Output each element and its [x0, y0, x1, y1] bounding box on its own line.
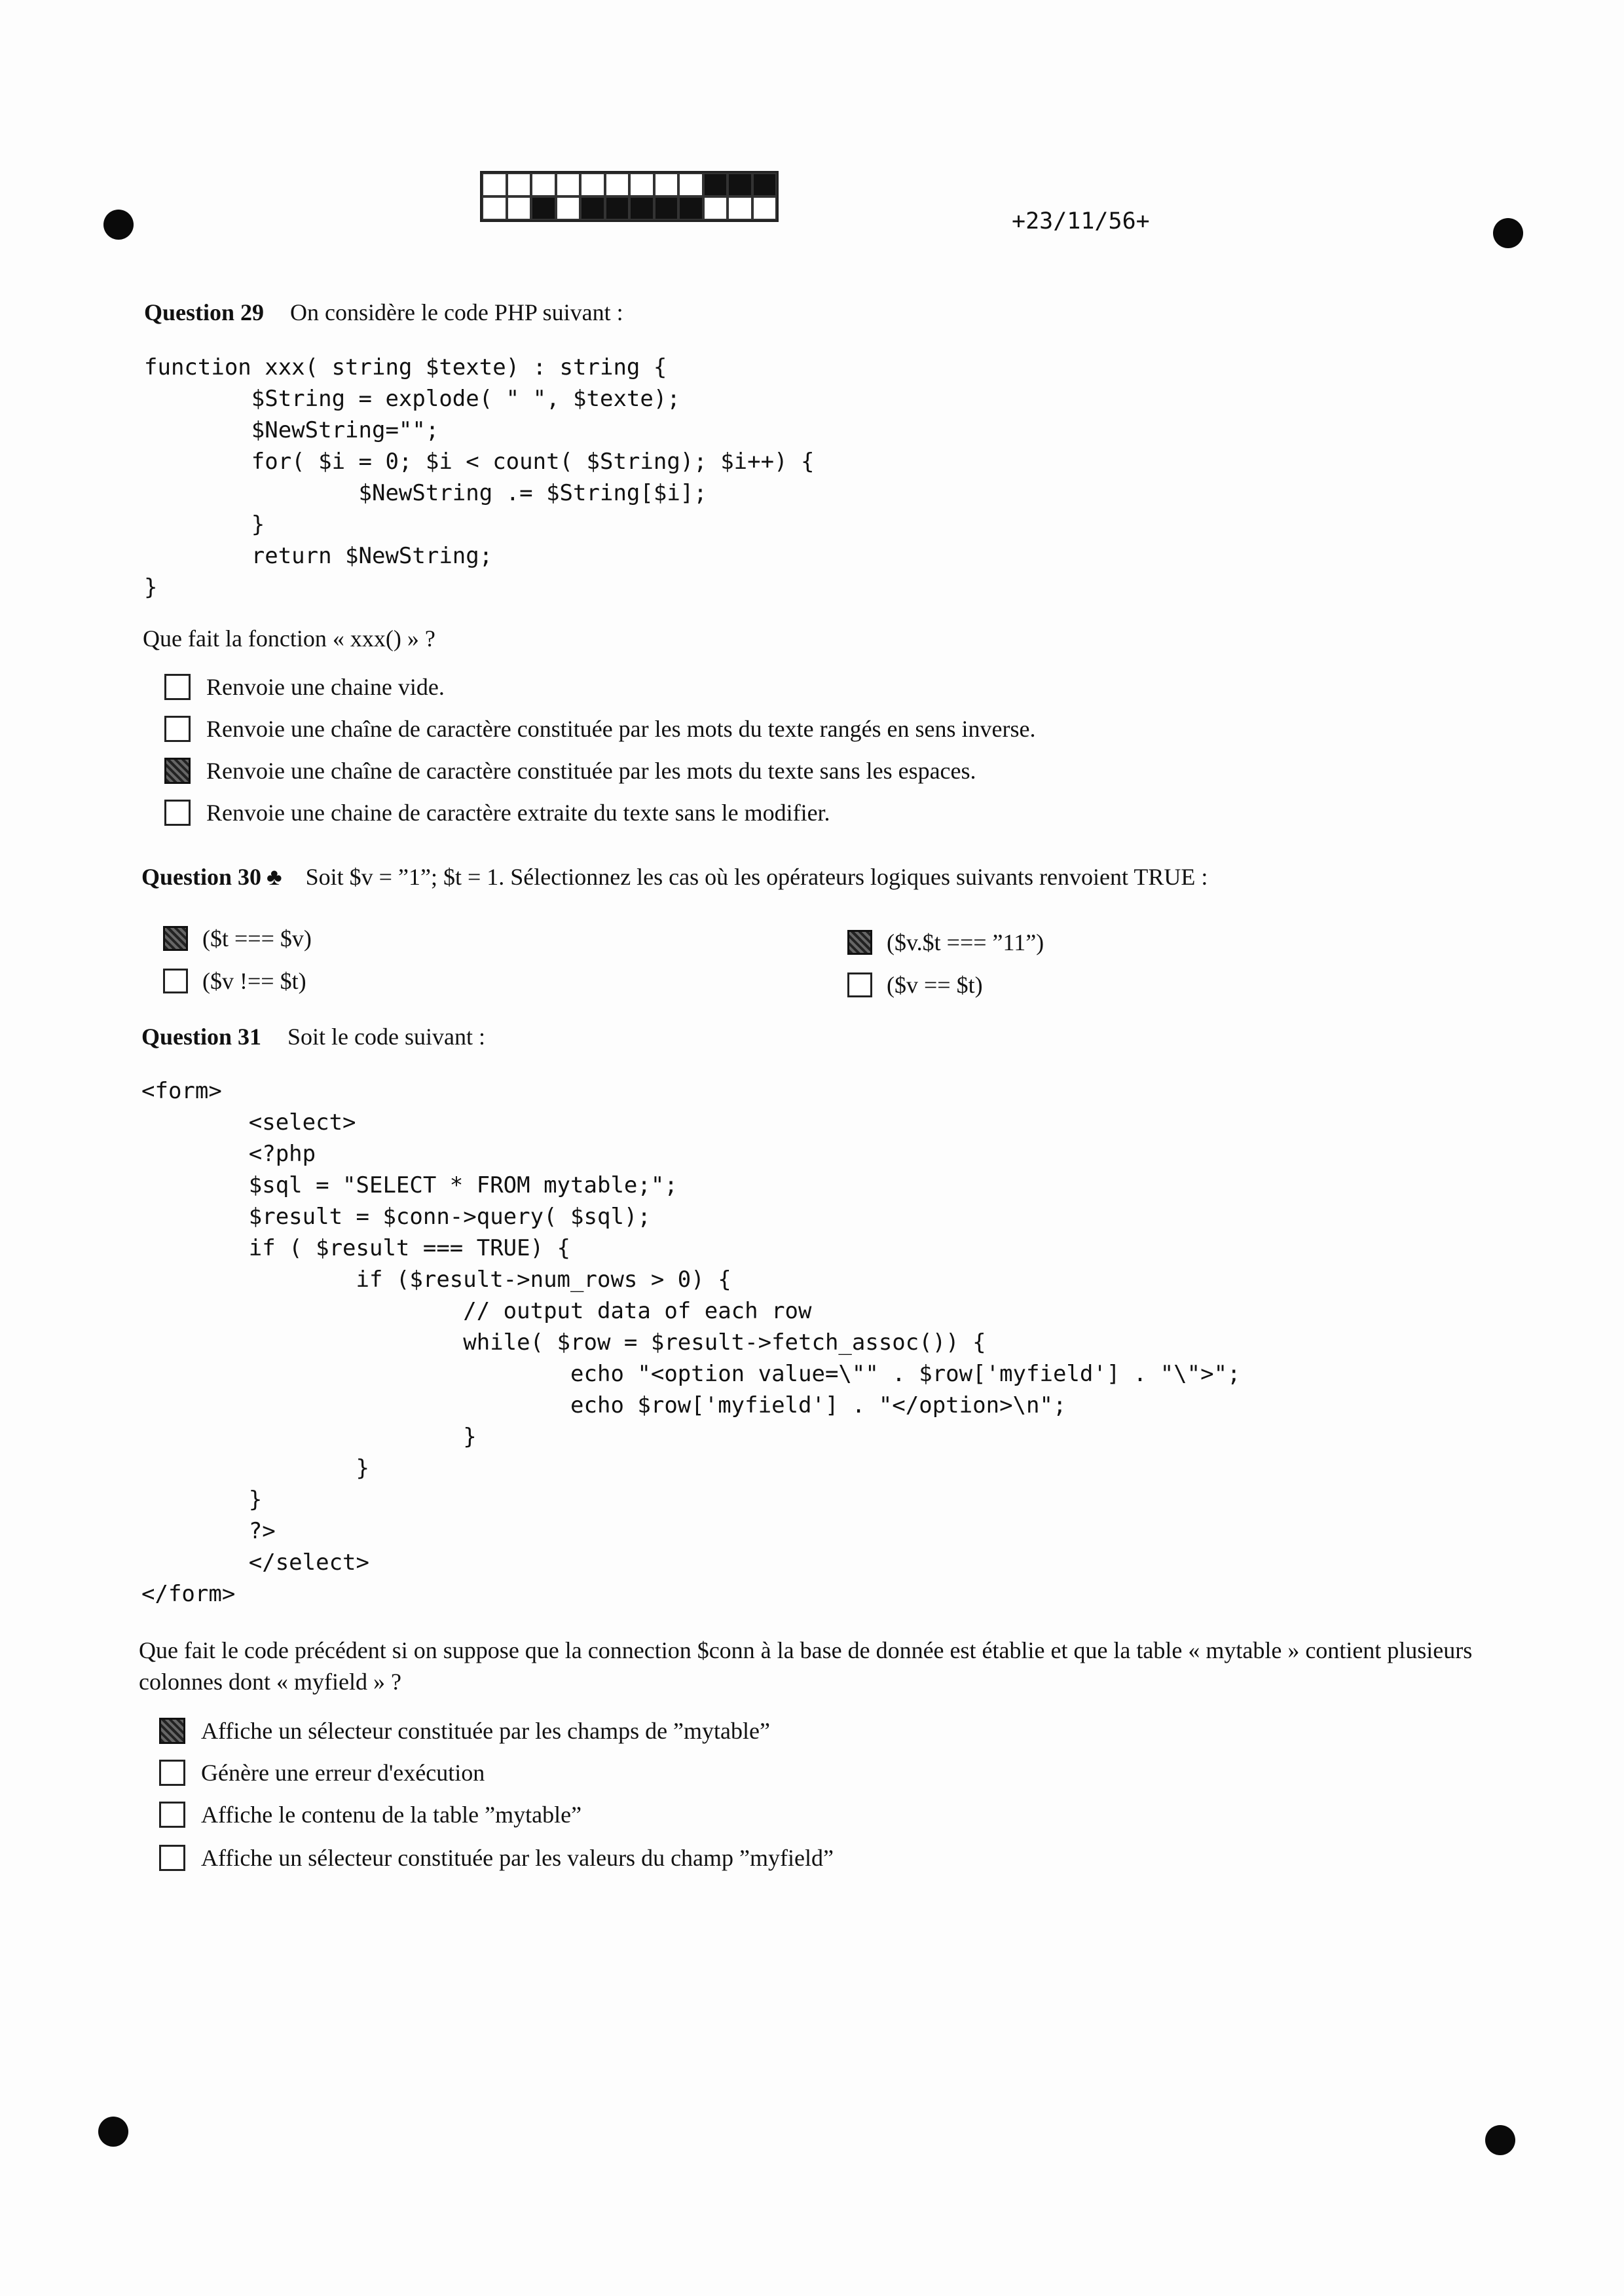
option-label: Affiche un sélecteur constituée par les champs de ”mytable”: [201, 1718, 770, 1744]
question-30-intro: Soit $v = ”1”; $t = 1. Sélectionnez les cas où les opérateurs logiques suivants renvoient TRUE :: [305, 864, 1208, 890]
question-29-prompt: Que fait la fonction « xxx() » ?: [143, 625, 435, 652]
question-31-number: Question 31: [141, 1024, 262, 1050]
checkbox-checked[interactable]: [163, 926, 188, 951]
checkbox[interactable]: [163, 969, 188, 993]
checkbox-checked[interactable]: [159, 1718, 185, 1744]
question-29-option-2[interactable]: [164, 715, 1036, 743]
option-label: Affiche le contenu de la table ”mytable”: [201, 1802, 582, 1828]
checkbox[interactable]: [847, 972, 872, 997]
registration-mark-bottom-left: [98, 2117, 128, 2147]
question-31-prompt: Que fait le code précédent si on suppose que la connection $conn à la base de donnée est établie et que la table « mytable » contient plusieurs colonnes dont « myfield » ?: [139, 1637, 1473, 1695]
option-label: Génère une erreur d'exécution: [201, 1760, 485, 1786]
checkbox[interactable]: [164, 800, 191, 826]
question-30-option-1[interactable]: [163, 925, 312, 952]
question-29-option-1[interactable]: [164, 673, 445, 701]
checkbox-checked[interactable]: [847, 930, 872, 955]
option-label: ($t === $v): [202, 925, 312, 952]
question-29-intro: On considère le code PHP suivant :: [290, 299, 623, 325]
option-label: ($v == $t): [887, 972, 983, 998]
question-29-number: Question 29: [144, 299, 265, 325]
question-31-option-2[interactable]: [159, 1759, 485, 1787]
registration-mark-top-left: [103, 210, 134, 240]
option-label: Affiche un sélecteur constituée par les valeurs du champ ”myfield”: [201, 1845, 834, 1871]
option-label: Renvoie une chaîne de caractère constituée par les mots du texte rangés en sens inverse.: [206, 716, 1036, 742]
question-29-option-3[interactable]: [164, 757, 976, 785]
question-30-number: Question 30: [141, 864, 262, 890]
question-31-option-1[interactable]: [159, 1717, 770, 1745]
option-label: ($v !== $t): [202, 968, 306, 994]
checkbox[interactable]: [159, 1845, 185, 1871]
option-label: Renvoie une chaine vide.: [206, 674, 445, 700]
question-31-intro: Soit le code suivant :: [287, 1024, 485, 1050]
checkbox[interactable]: [164, 716, 191, 742]
club-icon: ♣: [267, 864, 282, 890]
question-30-option-3[interactable]: [847, 929, 1044, 956]
option-label: Renvoie une chaîne de caractère constituée par les mots du texte sans les espaces.: [206, 758, 976, 784]
question-29-code: function xxx( string $texte) : string { $String = explode( " ", $texte); $NewString=""; for( $i = 0; $i < count( $String); $i++) { $NewString .= $String[$i]; } return $NewString; }: [144, 354, 815, 601]
question-29-header: [144, 299, 623, 326]
question-31-option-4[interactable]: [159, 1844, 834, 1872]
option-label: Renvoie une chaine de caractère extraite du texte sans le modifier.: [206, 800, 830, 826]
question-31-header: [141, 1023, 485, 1050]
checkbox[interactable]: [159, 1760, 185, 1786]
question-30-option-4[interactable]: [847, 971, 983, 999]
checkbox[interactable]: [164, 674, 191, 700]
question-31-code: <form> <select> <?php $sql = "SELECT * FROM mytable;"; $result = $conn->query( $sql); if ( $result === TRUE) { if ($result->num_rows > 0) { // output data of each row while( $row = $result->fetch_assoc()) { echo "<option value=\"" . $row['myfield'] . "\">"; echo $row['myfield'] . "</option>\n"; } } } ?> </select> </form>: [141, 1078, 1241, 1607]
question-29-option-4[interactable]: [164, 799, 830, 826]
page-id-barcode: [480, 171, 779, 222]
option-label: ($v.$t === ”11”): [887, 929, 1044, 955]
copy-id: +23/11/56+: [1012, 208, 1150, 234]
checkbox-checked[interactable]: [164, 758, 191, 784]
checkbox[interactable]: [159, 1802, 185, 1828]
question-30-option-2[interactable]: [163, 967, 306, 995]
question-30-header: [141, 863, 1208, 891]
registration-mark-top-right: [1493, 218, 1523, 248]
question-31-option-3[interactable]: [159, 1801, 581, 1828]
registration-mark-bottom-right: [1485, 2125, 1515, 2155]
